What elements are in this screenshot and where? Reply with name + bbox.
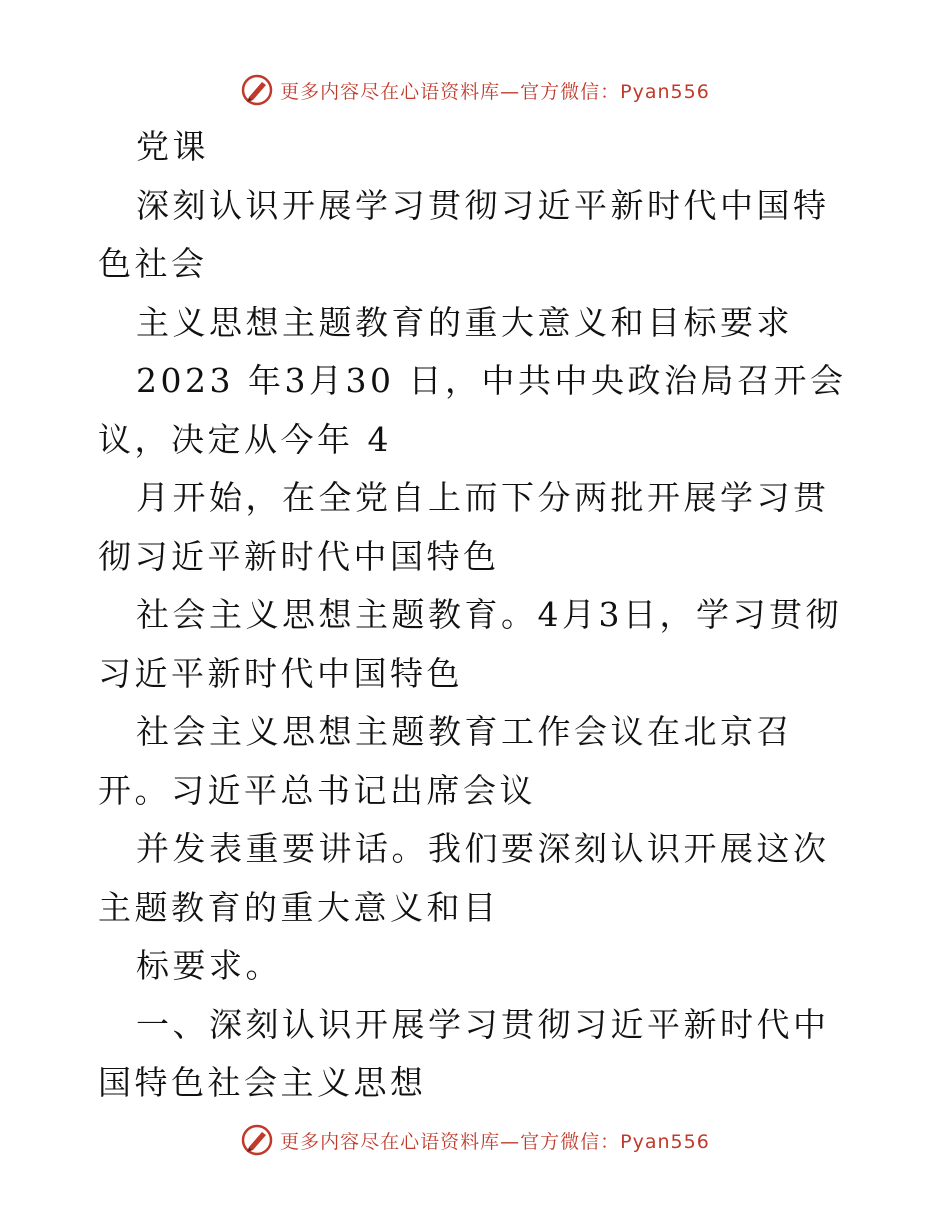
paragraph: 月开始，在全党自上而下分两批开展学习贯彻习近平新时代中国特色 [98,478,830,576]
pen-logo-icon [240,1123,274,1157]
paragraph: 党课 [136,127,209,166]
banner-text: 更多内容尽在心语资料库—官方微信：Pyan556 [280,80,710,103]
header-watermark-banner [0,70,950,110]
paragraph: 主义思想主题教育的重大意义和目标要求 [136,302,793,342]
paragraph: 标要求。 [136,946,282,985]
banner-text: 更多内容尽在心语资料库—官方微信：Pyan556 [280,1130,710,1153]
paragraph: 一、深刻认识开展学习贯彻习近平新时代中国特色社会主义思想 [98,1004,830,1102]
paragraph: 并发表重要讲话。我们要深刻认识开展这次主题教育的重大意义和目 [98,829,830,927]
footer-watermark-banner [0,1120,950,1160]
paragraph: 社会主义思想主题教育。4月3日，学习贯彻习近平新时代中国特色 [98,595,842,693]
paragraph: 2023 年3月30 日，中共中央政治局召开会议，决定从今年 4 [98,361,847,459]
pen-logo-icon [240,73,274,107]
paragraph: 深刻认识开展学习贯彻习近平新时代中国特色社会 [98,185,830,283]
document-body [98,118,858,1113]
paragraph: 社会主义思想主题教育工作会议在北京召开。习近平总书记出席会议 [98,712,793,810]
